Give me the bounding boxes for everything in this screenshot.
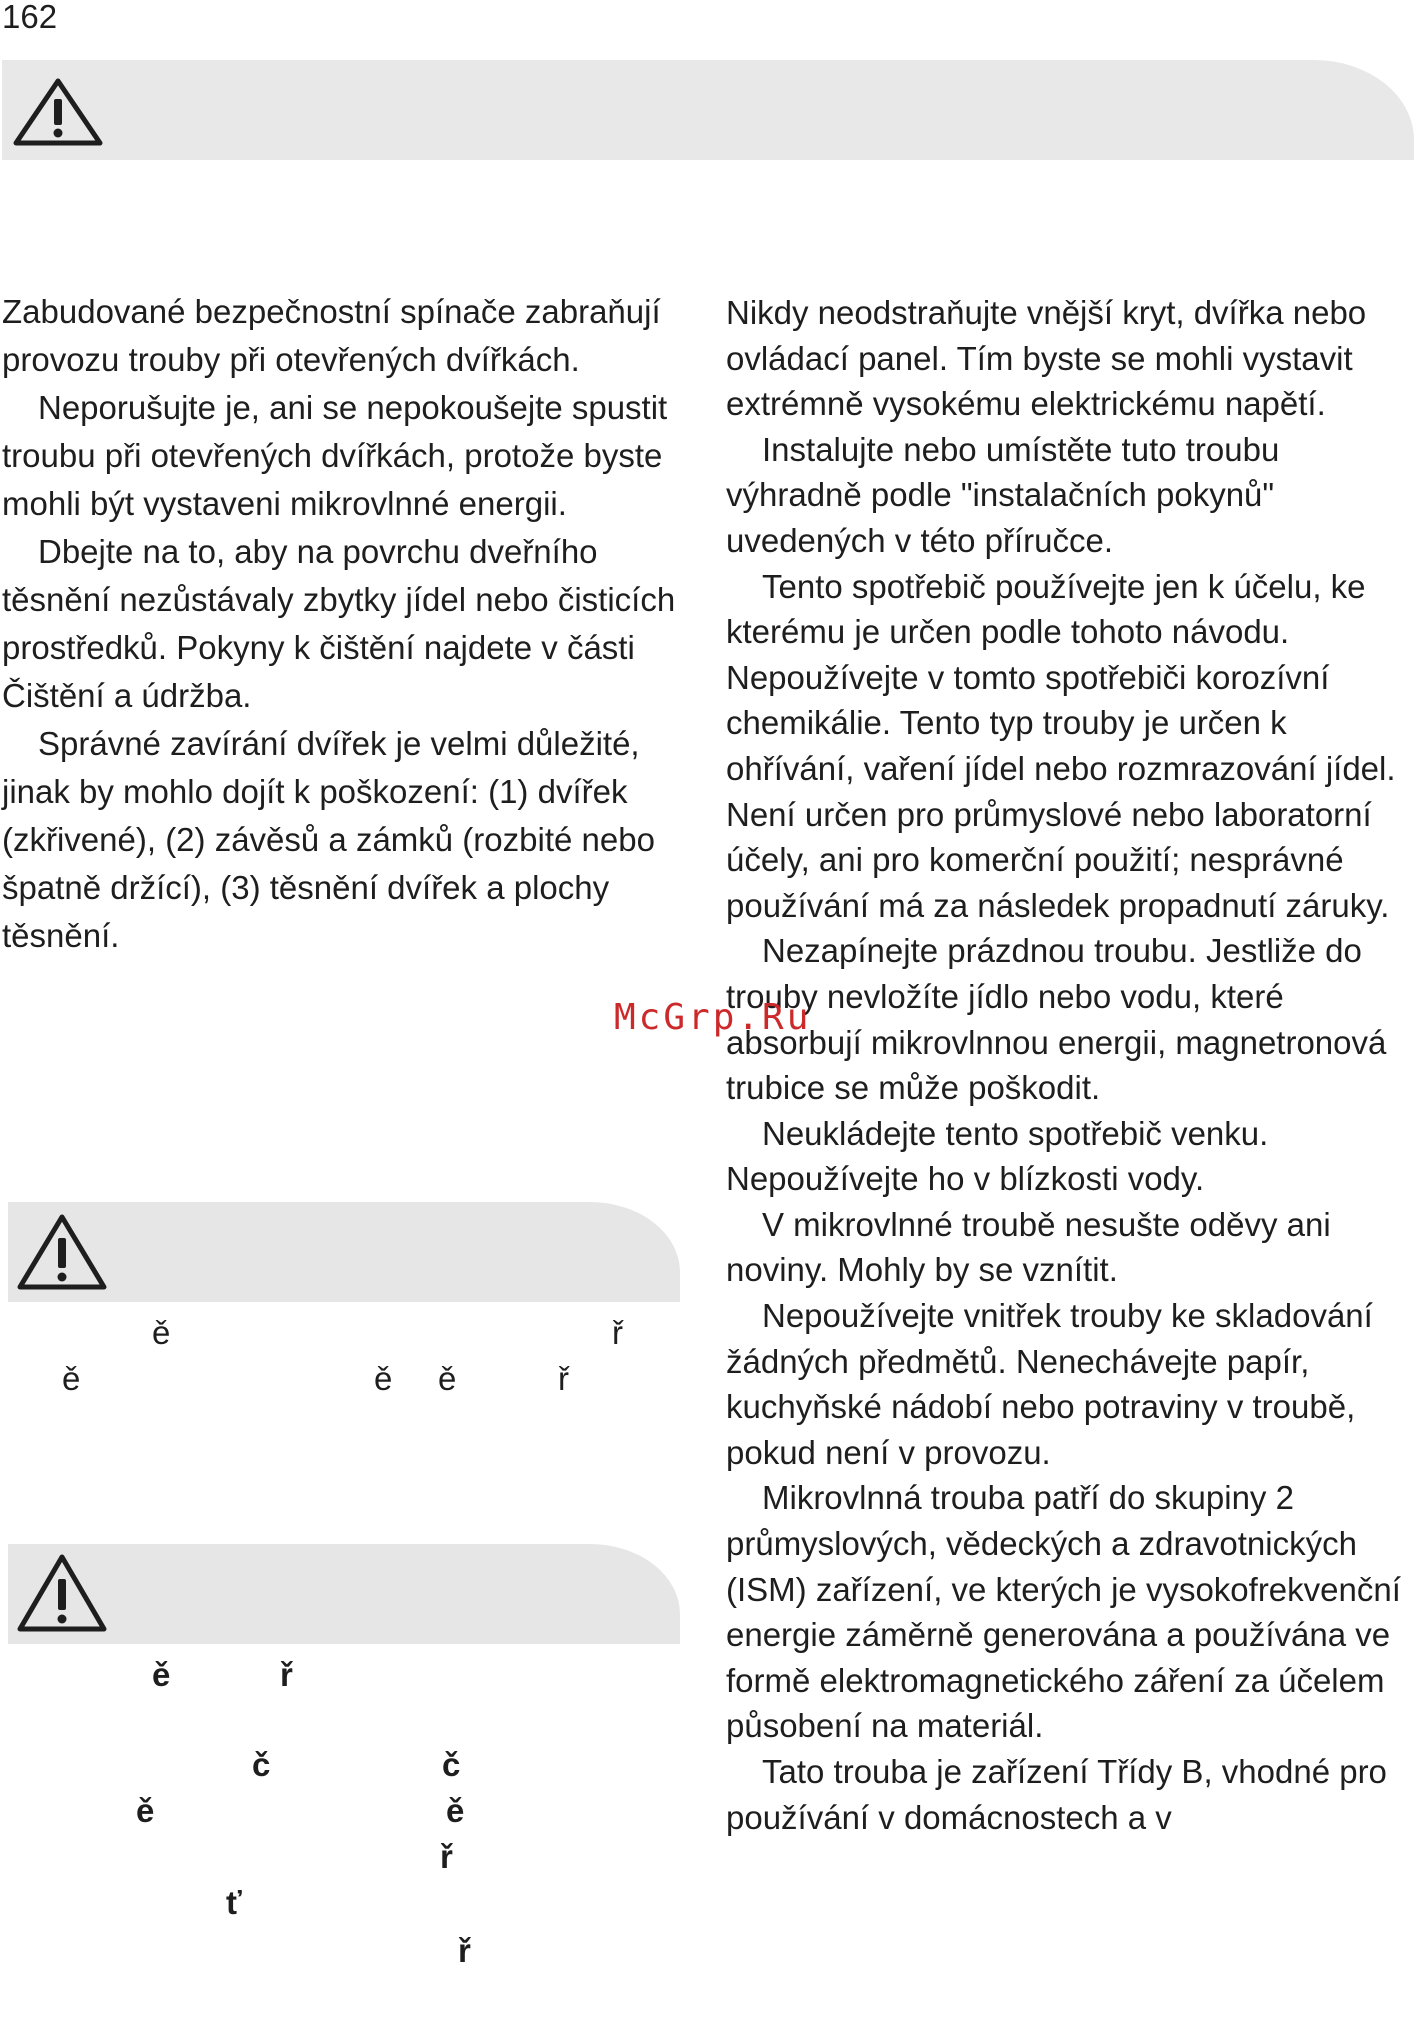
left-paragraph: Správné zavírání dvířek je velmi důležité, jinak by mohlo dojít k poškození: (1) dvířek (zkřivené), (2) závěsů a zámků (rozbité nebo špatně držící), (3) těsnění dvířek a plochy těsnění. (2, 725, 655, 954)
warning-triangle-icon (12, 76, 104, 148)
warning-2-text-fragment: č (442, 1746, 461, 1783)
warning-2-text-fragment: ř (280, 1656, 293, 1693)
warning-2-text-fragment: ě (136, 1792, 155, 1829)
warning-1-text-fragment: ř (612, 1314, 623, 1351)
warning-2-text-fragment: č (252, 1746, 271, 1783)
left-column (2, 288, 690, 960)
right-paragraph: Tento spotřebič používejte jen k účelu, ke kterému je určen podle tohoto návodu. Nepoužívejte v tomto spotřebiči korozívní chemikálie. Tento typ trouby je určen k ohřívání, vaření jídel nebo rozmrazování jídel. Není určen pro průmyslové nebo laboratorní účely, ani pro komerční použití; nesprávné používání má za následek propadnutí záruky. (726, 567, 1396, 924)
warning-1-text-fragment: ě (438, 1360, 457, 1397)
warning-2-text-fragment: ě (152, 1656, 171, 1693)
top-warning-banner (2, 60, 1414, 160)
warning-triangle-icon (16, 1212, 108, 1292)
warning-2-text-fragment: ě (446, 1792, 465, 1829)
warning-1-text-fragment: ř (558, 1360, 569, 1397)
right-paragraph: V mikrovlnné troubě nesušte oděvy ani noviny. Mohly by se vznítit. (726, 1205, 1331, 1289)
left-paragraph: Neporušujte je, ani se nepokoušejte spustit troubu při otevřených dvířkách, protože byste mohli být vystaveni mikrovlnné energii. (2, 389, 668, 522)
right-paragraph: Nepoužívejte vnitřek trouby ke skladování žádných předmětů. Nenechávejte papír, kuchyňské nádobí nebo potraviny v troubě, pokud není v provozu. (726, 1297, 1373, 1471)
left-paragraph: Dbejte na to, aby na povrchu dveřního těsnění nezůstávaly zbytky jídel nebo čisticích prostředků. Pokyny k čištění najdete v části Čištění a údržba. (2, 533, 676, 714)
page-number: 162 (2, 0, 58, 35)
warning-1-text-fragment: ě (152, 1314, 171, 1351)
left-paragraph: Zabudované bezpečnostní spínače zabraňují provozu trouby při otevřených dvířkách. (2, 293, 661, 378)
warning-box-2 (8, 1544, 680, 1644)
warning-2-text-fragment: ř (440, 1838, 453, 1875)
warning-box-1 (8, 1202, 680, 1302)
watermark: McGrp.Ru (614, 997, 812, 1038)
right-paragraph: Mikrovlnná trouba patří do skupiny 2 průmyslových, vědeckých a zdravotnických (ISM) zařízení, ve kterých je vysokofrekvenční energie záměrně generována a používána ve formě elektromagnetického záření za účelem působení na materiál. (726, 1479, 1401, 1745)
warning-1-text-fragment: ě (62, 1360, 81, 1397)
right-paragraph: Tato trouba je zařízení Třídy B, vhodné pro používání v domácnostech a v (726, 1753, 1387, 1836)
right-paragraph: Nezapínejte prázdnou troubu. Jestliže do trouby nevložíte jídlo nebo vodu, které absorbují mikrovlnnou energii, magnetronová trubice se může poškodit. (726, 932, 1387, 1107)
right-paragraph: Neukládejte tento spotřebič venku. Nepoužívejte ho v blízkosti vody. (726, 1114, 1269, 1198)
warning-triangle-icon (16, 1552, 108, 1634)
warning-2-text-fragment: ť (226, 1884, 242, 1921)
warning-2-text-fragment: ř (458, 1932, 471, 1969)
right-paragraph: Instalujte nebo umístěte tuto troubu výhradně podle "instalačních pokynů" uvedených v této příručce. (726, 430, 1280, 559)
right-paragraph: Nikdy neodstraňujte vnější kryt, dvířka nebo ovládací panel. Tím byste se mohli vystavit extrémně vysokému elektrickému napětí. (726, 294, 1367, 423)
right-column (726, 290, 1414, 1840)
warning-1-text-fragment: ě (374, 1360, 393, 1397)
